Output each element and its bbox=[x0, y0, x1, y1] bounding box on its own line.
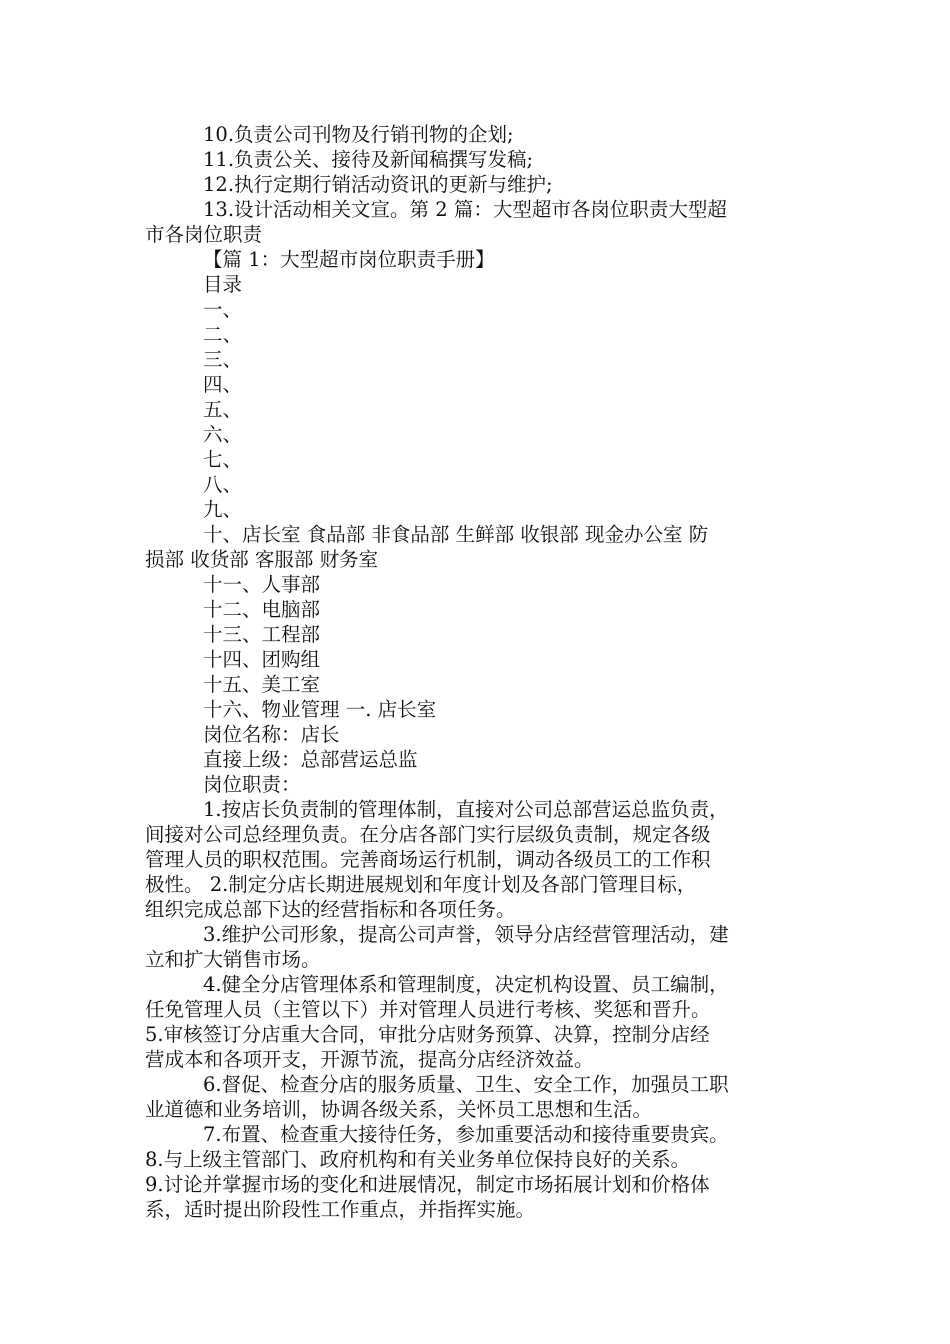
duty-line: 间接对公司总经理负责。在分店各部门实行层级负责制，规定各级 bbox=[145, 823, 711, 846]
toc-item: 五、 bbox=[203, 398, 243, 421]
duty-line: 9.讨论并掌握市场的变化和进展情况，制定市场拓展计划和价格体 bbox=[145, 1173, 710, 1196]
text-line: 12.执行定期行销活动资讯的更新与维护; bbox=[203, 173, 553, 196]
duty-line: 8.与上级主管部门、政府机构和有关业务单位保持良好的关系。 bbox=[145, 1148, 691, 1171]
toc-item: 七、 bbox=[203, 448, 243, 471]
toc-item: 三、 bbox=[203, 348, 243, 371]
duty-line: 系，适时提出阶段性工作重点，并指挥实施。 bbox=[145, 1198, 536, 1221]
text-line: 11.负责公关、接待及新闻稿撰写发稿; bbox=[203, 148, 534, 171]
duty-line: 7.布置、检查重大接待任务，参加重要活动和接待重要贵宾。 bbox=[203, 1123, 729, 1146]
toc-item: 十五、美工室 bbox=[203, 673, 321, 696]
text-line: 13.设计活动相关文宣。第 2 篇：大型超市各岗位职责大型超 bbox=[203, 198, 727, 221]
toc-item: 二、 bbox=[203, 323, 243, 346]
duty-line: 营成本和各项开支，开源节流，提高分店经济效益。 bbox=[145, 1048, 594, 1071]
toc-item: 一、 bbox=[203, 298, 243, 321]
document-page bbox=[145, 122, 810, 1222]
toc-item-continued: 损部 收货部 客服部 财务室 bbox=[145, 548, 379, 571]
text-line: 市各岗位职责 bbox=[145, 223, 263, 246]
duty-line: 任免管理人员（主管以下）并对管理人员进行考核、奖惩和晋升。 bbox=[145, 998, 711, 1021]
duty-line: 5.审核签订分店重大合同，审批分店财务预算、决算，控制分店经 bbox=[145, 1023, 710, 1046]
toc-item: 十六、物业管理 一. 店长室 bbox=[203, 698, 437, 721]
duty-line: 极性。 2.制定分店长期进展规划和年度计划及各部门管理目标， bbox=[145, 873, 697, 896]
toc-item: 八、 bbox=[203, 473, 243, 496]
duty-line: 管理人员的职权范围。完善商场运行机制，调动各级员工的工作积 bbox=[145, 848, 711, 871]
text-line: 10.负责公司刊物及行销刊物的企划; bbox=[203, 123, 514, 146]
duty-line: 1.按店长负责制的管理体制，直接对公司总部营运总监负责， bbox=[203, 798, 729, 821]
toc-item: 十四、团购组 bbox=[203, 648, 321, 671]
position-name: 岗位名称：店长 bbox=[203, 723, 340, 746]
direct-superior: 直接上级：总部营运总监 bbox=[203, 748, 418, 771]
duty-line: 业道德和业务培训，协调各级关系，关怀员工思想和生活。 bbox=[145, 1098, 653, 1121]
duties-heading: 岗位职责： bbox=[203, 773, 301, 796]
duty-line: 组织完成总部下达的经营指标和各项任务。 bbox=[145, 898, 516, 921]
toc-item: 六、 bbox=[203, 423, 243, 446]
toc-item: 十一、人事部 bbox=[203, 573, 321, 596]
section-heading: 【篇 1：大型超市岗位职责手册】 bbox=[203, 248, 495, 271]
toc-item: 十、店长室 食品部 非食品部 生鲜部 收银部 现金办公室 防 bbox=[203, 523, 709, 546]
toc-item: 四、 bbox=[203, 373, 243, 396]
duty-line: 3.维护公司形象，提高公司声誉，领导分店经营管理活动，建 bbox=[203, 923, 729, 946]
duty-line: 立和扩大销售市场。 bbox=[145, 948, 321, 971]
duty-line: 4.健全分店管理体系和管理制度，决定机构设置、员工编制， bbox=[203, 973, 729, 996]
toc-item: 九、 bbox=[203, 498, 243, 521]
toc-title: 目录 bbox=[203, 273, 243, 296]
toc-item: 十三、工程部 bbox=[203, 623, 321, 646]
duty-line: 6.督促、检查分店的服务质量、卫生、安全工作，加强员工职 bbox=[203, 1073, 729, 1096]
toc-item: 十二、电脑部 bbox=[203, 598, 321, 621]
